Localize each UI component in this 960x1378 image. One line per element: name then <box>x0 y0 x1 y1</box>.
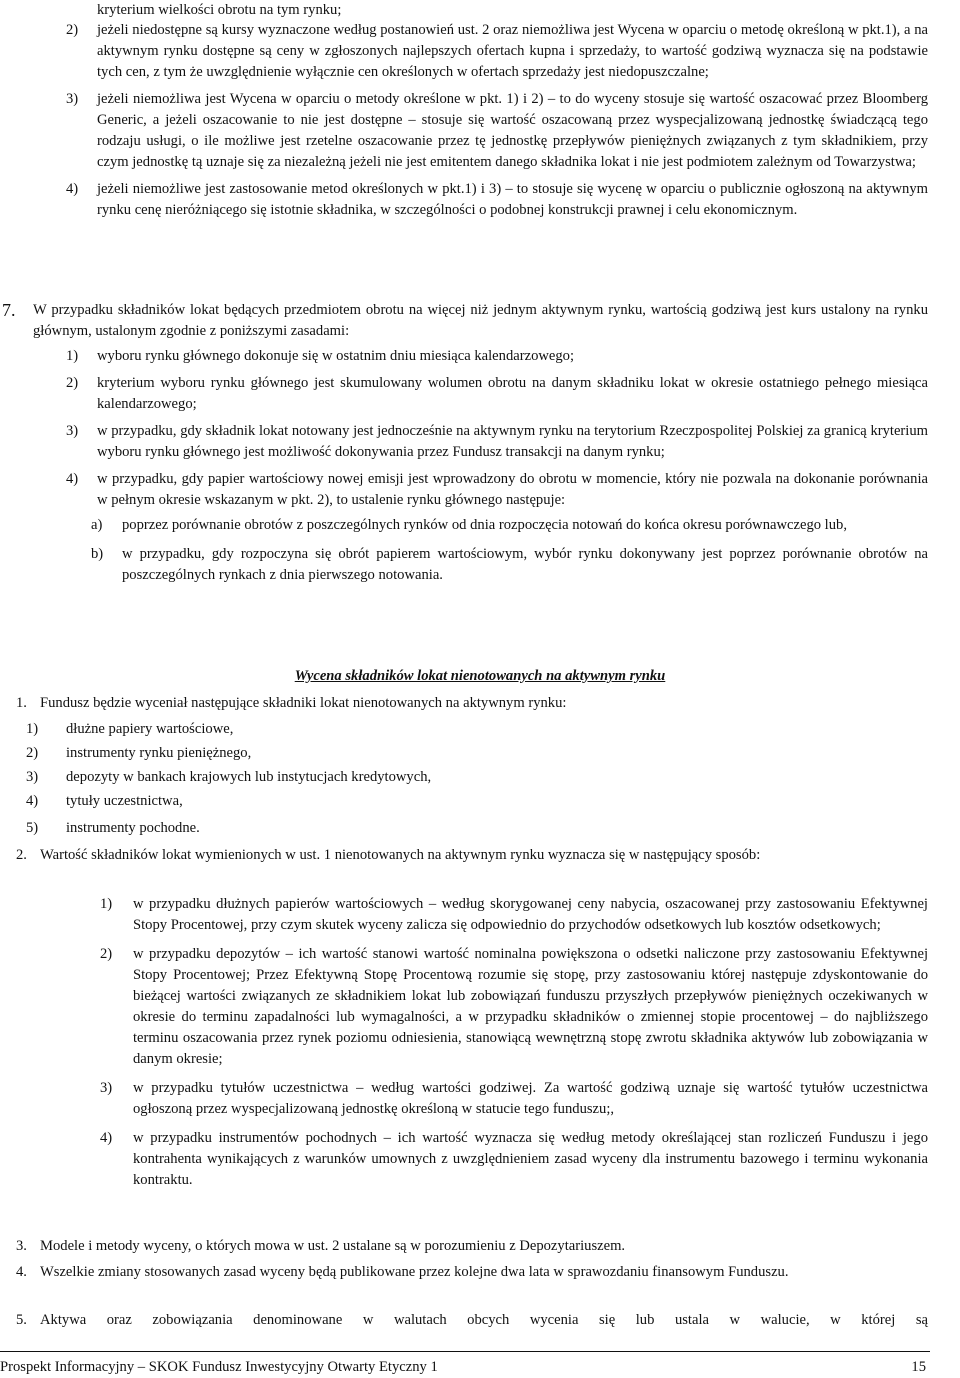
sub-list-item <box>91 544 928 586</box>
item-text: w przypadku dłużnych papierów wartościowych – według skorygowanej ceny nabycia, oszacowanej przy zastosowaniu Efektywnej Stopy Procentowej, przy czym skutek wyceny zalicza się odpowiednio do przychodów odsetkowych lub kosztów odsetkowych; <box>133 896 928 933</box>
item-text: jeżeli niemożliwa jest Wycena w oparciu o metody określone w pkt. 1) i 2) – to do wyceny stosuje się wartość oszacować przez Bloomberg Generic, a jeżeli oszacowanie to nie jest dostępne – stosuje się wartość oszacowaną przez wyspecjalizowaną jednostkę świadczącą tego rodzaju usługi, o ile możliwe jest rzetelne oszacowanie przez tę jednostkę przepływów pieniężnych związanych z tym składnikiem, przy czym jednostkę tą uznaje się za niezależną jeżeli nie jest emitentem danego składnika lokat i nie jest podmiotem zależnym od Towarzystwa; <box>97 91 928 170</box>
list-item <box>66 469 928 586</box>
paragraph-text: Fundusz będzie wyceniał następujące składniki lokat nienotowanych na aktywnym rynku: <box>40 695 567 711</box>
item-text: w przypadku, gdy składnik lokat notowany jest jednocześnie na aktywnym rynku na terytorium Rzeczpospolitej Polskiej za granicą kryterium wyboru rynku głównego jest możliwość dokonywania przez Fundusz transakcji na danym rynku; <box>97 423 928 460</box>
item-number: 4) <box>66 471 79 487</box>
item-number: 3) <box>26 769 39 785</box>
item-text: poprzez porównanie obrotów z poszczególnych rynków od dnia rozpoczęcia notowań do końca okresu porównawczego lub, <box>122 517 847 533</box>
item-text: instrumenty rynku pieniężnego, <box>66 745 252 761</box>
top-list <box>66 20 928 227</box>
item-number: 5) <box>26 820 39 836</box>
item-letter: b) <box>91 546 104 562</box>
paragraph-2-list <box>100 894 928 1199</box>
section-text: W przypadku składników lokat będących przedmiotem obrotu na więcej niż jednym aktywnym rynku, wartością godziwą jest kurs ustalony na rynku głównym, ustalonym zgodnie z poniższymi zasadami: <box>33 302 928 339</box>
list-item <box>26 791 886 818</box>
item-text: w przypadku depozytów – ich wartość stanowi wartość nominalna powiększona o odsetki naliczone przy zastosowaniu Efektywnej Stopy Procentowej; Przez Efektywną Stopę Procentową rozumie się stopę, przy zastosowaniu której następuje zdyskontowanie do bieżącej wartości związanych ze składnikiem lokat lub zobowiązań funduszu przyszłych przepływów pieniężnych oczekiwanych w okresie do terminu zapadalności lub wymagalności, a w przypadku składników o zmiennej stopie procentowej – do najbliższego terminu oszacowania przez rynek poziomu odniesienia, stanowiącą wewnętrzną stopę zwrotu składnika aktywów lub zobowiązania w danym okresie; <box>133 946 928 1067</box>
list-item <box>26 719 886 743</box>
list-item <box>100 1128 928 1191</box>
sub-list <box>91 515 928 586</box>
paragraph-text: Aktywa oraz zobowiązania denominowane w walutach obcych wycenia się lub ustala w walucie, w której są <box>40 1312 928 1328</box>
section-7-list <box>66 346 928 594</box>
item-text: dłużne papiery wartościowe, <box>66 721 234 737</box>
item-number: 2) <box>66 22 79 38</box>
continuation-line: kryterium wielkości obrotu na tym rynku; <box>97 2 342 18</box>
item-text: depozyty w bankach krajowych lub instytucjach kredytowych, <box>66 769 432 785</box>
paragraph-text: Wartość składników lokat wymienionych w ust. 1 nienotowanych na aktywnym rynku wyznacza się w następujący sposób: <box>40 847 761 863</box>
item-number: 2) <box>100 946 113 962</box>
item-text: jeżeli niedostępne są kursy wyznaczone według postanowień ust. 2 oraz niemożliwa jest Wycena w oparciu o metodę określoną w pkt.1), a na aktywnym rynku dostępne są ceny w zgłoszonych najlepszych ofertach kupna i sprzedaży, to wartość godziwą wyznacza się na podstawie tych cen, z tym że uwzględnienie wyłącznie cen określonych w ofertach sprzedaży jest niedopuszczalne; <box>97 22 928 80</box>
item-number: 3) <box>66 91 79 107</box>
item-text: w przypadku tytułów uczestnictwa – według wartości godziwej. Za wartość godziwą uznaje się wartość tytułów uczestnictwa ogłoszoną przez wyspecjalizowaną jednostkę określoną w statucie tego funduszu;, <box>133 1080 928 1117</box>
paragraph-number: 4. <box>16 1264 27 1280</box>
item-letter: a) <box>91 517 103 533</box>
list-item <box>66 20 928 83</box>
sub-list-item <box>91 515 928 536</box>
list-item <box>66 373 928 415</box>
list-item <box>66 421 928 463</box>
item-text: tytuły uczestnictwa, <box>66 793 183 809</box>
paragraph-number: 2. <box>16 847 27 863</box>
list-item <box>26 767 886 791</box>
item-number: 2) <box>66 375 79 391</box>
paragraph-2 <box>16 845 928 866</box>
item-number: 1) <box>66 348 79 364</box>
item-number: 4) <box>66 181 79 197</box>
paragraph-3 <box>16 1236 928 1257</box>
footer-divider <box>0 1351 930 1352</box>
section-heading: Wycena składników lokat nienotowanych na aktywnym rynku <box>294 668 666 684</box>
item-number: 4) <box>26 793 39 809</box>
paragraph-1 <box>16 693 928 714</box>
item-text: w przypadku instrumentów pochodnych – ich wartość wyznacza się według metody określającej stan rozliczeń Funduszu i jego kontrahenta wynikających z warunków umownych z uwzględnieniem zasad wyceny dla instrumentu bazowego i terminu wykonania kontraktu. <box>133 1130 928 1188</box>
paragraph-5 <box>16 1310 928 1331</box>
list-item <box>26 743 886 767</box>
list-item <box>100 944 928 1070</box>
item-number: 4) <box>100 1130 113 1146</box>
item-number: 1) <box>26 721 39 737</box>
footer-title: Prospekt Informacyjny – SKOK Fundusz Inwestycyjny Otwarty Etyczny 1 <box>0 1359 438 1375</box>
list-item <box>66 346 928 367</box>
paragraph-4 <box>16 1262 928 1283</box>
paragraph-text: Modele i metody wyceny, o których mowa w ust. 2 ustalane są w porozumieniu z Depozytariuszem. <box>40 1238 626 1254</box>
item-number: 3) <box>100 1080 113 1096</box>
item-text: wyboru rynku głównego dokonuje się w ostatnim dniu miesiąca kalendarzowego; <box>97 348 575 364</box>
item-number: 1) <box>100 896 113 912</box>
section-number: 7. <box>2 300 16 320</box>
paragraph-text: Wszelkie zmiany stosowanych zasad wyceny będą publikowane przez kolejne dwa lata w sprawozdaniu finansowym Funduszu. <box>40 1264 789 1280</box>
paragraph-1-list <box>26 719 886 842</box>
paragraph-number: 3. <box>16 1238 27 1254</box>
item-text: w przypadku, gdy rozpoczyna się obrót papierem wartościowym, wybór rynku dokonywany jest poprzez porównanie obrotów na poszczególnych rynkach z dnia pierwszego notowania. <box>122 546 928 583</box>
list-item <box>100 1078 928 1120</box>
paragraph-number: 1. <box>16 695 27 711</box>
paragraph-number: 5. <box>16 1312 27 1328</box>
item-text: kryterium wyboru rynku głównego jest skumulowany wolumen obrotu na danym składniku lokat w okresie ostatniego pełnego miesiąca kalendarzowego; <box>97 375 928 412</box>
list-item <box>26 818 886 842</box>
list-item <box>66 179 928 221</box>
item-number: 2) <box>26 745 39 761</box>
item-text: w przypadku, gdy papier wartościowy nowej emisji jest wprowadzony do obrotu w momencie, który nie pozwala na dokonanie porównania w pełnym okresie wskazanym w pkt. 2), to ustalenie rynku głównego następuje: <box>97 471 928 508</box>
item-text: jeżeli niemożliwe jest zastosowanie metod określonych w pkt.1) i 3) – to stosuje się wycenę w oparciu o publicznie ogłoszoną na aktywnym rynku cenę nieróżniącego się istotnie składnika, w szczególności o podobnej konstrukcji prawnej i celu ekonomicznym. <box>97 181 928 218</box>
list-item <box>66 89 928 173</box>
item-text: instrumenty pochodne. <box>66 820 200 836</box>
item-number: 3) <box>66 423 79 439</box>
list-item <box>100 894 928 936</box>
page-number: 15 <box>911 1359 926 1375</box>
